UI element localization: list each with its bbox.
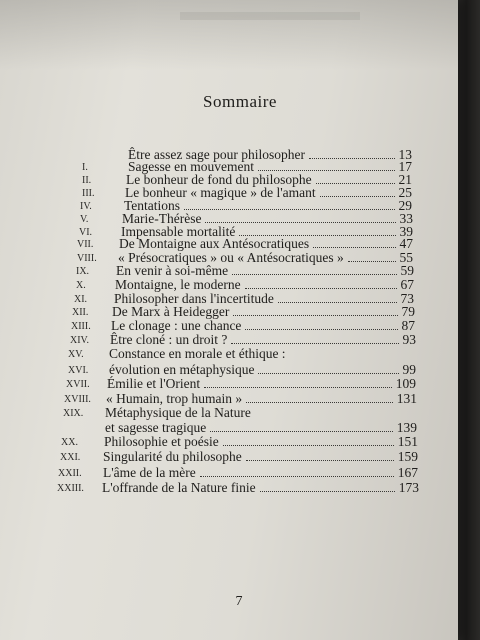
dot-leader: [258, 373, 398, 374]
chapter-page-number: 67: [400, 276, 414, 292]
chapter-page-number: 59: [400, 263, 414, 278]
dot-leader: [200, 476, 394, 477]
chapter-number: XXIII.: [57, 482, 84, 494]
chapter-title: Singularité du philosophe: [103, 449, 242, 465]
chapter-page-number: 73: [400, 290, 414, 306]
dot-leader: [313, 247, 395, 248]
dot-leader: [204, 387, 392, 388]
chapter-title: Constance en morale et éthique :: [109, 346, 286, 362]
toc-entry-line: [109, 346, 416, 362]
chapter-page-number: 21: [398, 172, 412, 188]
dot-leader: [258, 170, 395, 171]
chapter-number: XVIII.: [64, 393, 91, 405]
dot-leader: [278, 302, 397, 303]
chapter-number: XV.: [68, 349, 84, 361]
chapter-title: De Marx à Heidegger: [112, 304, 230, 320]
chapter-page-number: 159: [397, 449, 418, 465]
chapter-title: L'âme de la mère: [103, 464, 196, 480]
chapter-title: Impensable mortalité: [121, 223, 236, 239]
dot-leader: [246, 460, 394, 461]
dot-leader: [223, 445, 394, 446]
chapter-page-number: 109: [395, 376, 416, 392]
dot-leader: [205, 222, 395, 223]
chapter-number: XII.: [72, 307, 89, 319]
chapter-page-number: 167: [397, 464, 418, 480]
chapter-title: Le clonage : une chance: [111, 318, 242, 334]
dot-leader: [246, 402, 393, 403]
chapter-title: Métaphysique de la Nature: [105, 405, 251, 421]
chapter-number: VII.: [77, 239, 94, 251]
chapter-page-number: 55: [399, 249, 413, 265]
chapter-page-number: 39: [399, 223, 413, 239]
page-number: 7: [235, 594, 243, 609]
chapter-page-number: 93: [402, 331, 416, 347]
chapter-number: IV.: [80, 200, 92, 212]
chapter-number: XVI.: [68, 364, 89, 376]
chapter-number: X.: [76, 279, 86, 291]
chapter-title: Montaigne, le moderne: [115, 276, 241, 292]
toc-entry-line: [102, 480, 419, 496]
chapter-title: « Humain, trop humain »: [106, 390, 243, 406]
dot-leader: [348, 261, 396, 262]
toc-entry: [0, 465, 458, 481]
chapter-page-number: 79: [401, 304, 415, 320]
chapter-page-number: 151: [397, 434, 418, 450]
chapter-page-number: 29: [398, 197, 412, 213]
chapter-title: En venir à soi-même: [116, 263, 229, 278]
toc-entry: [0, 434, 458, 450]
page-title: Sommaire: [203, 92, 277, 111]
chapter-title: Le bonheur « magique » de l'amant: [125, 185, 316, 201]
chapter-title: évolution en métaphysique: [109, 361, 255, 377]
chapter-title: Le bonheur de fond du philosophe: [126, 172, 312, 188]
chapter-title: L'offrande de la Nature finie: [102, 479, 256, 495]
chapter-page-number: 173: [398, 479, 419, 495]
chapter-number: IX.: [76, 266, 90, 277]
chapter-title: Être assez sage pour philosopher: [128, 147, 305, 162]
chapter-page-number: 47: [399, 236, 413, 252]
toc-entry: [0, 449, 458, 465]
chapter-number: VIII.: [77, 252, 97, 264]
toc-entry: [0, 480, 458, 496]
dot-leader: [245, 329, 397, 330]
chapter-title: et sagesse tragique: [105, 419, 207, 435]
chapter-page-number: 99: [402, 361, 416, 377]
chapter-title: Être cloné : un droit ?: [110, 331, 228, 347]
dot-leader: [231, 343, 398, 344]
toc-entry: [0, 346, 458, 362]
chapter-page-number: 131: [396, 390, 417, 406]
dot-leader: [210, 431, 393, 432]
dot-leader: [233, 315, 397, 316]
chapter-page-number: 87: [401, 318, 415, 334]
chapter-page-number: 17: [398, 159, 412, 175]
chapter-number: XXI.: [60, 452, 81, 464]
chapter-number: V.: [80, 213, 89, 225]
chapter-title: Émilie et l'Orient: [107, 376, 201, 392]
chapter-title: Tentations: [124, 197, 181, 213]
chapter-number: XI.: [74, 293, 88, 305]
toc-entry-line: [103, 465, 418, 481]
chapter-number: XVII.: [66, 379, 90, 391]
dot-leader: [232, 274, 396, 275]
toc-entry-line: [103, 449, 418, 465]
chapter-title: « Présocratiques » ou « Antésocratiques »: [118, 249, 344, 265]
chapter-page-number: 33: [399, 210, 413, 226]
chapter-number: XXII.: [58, 467, 82, 479]
chapter-number: III.: [82, 188, 95, 200]
chapter-title: Philosophie et poésie: [104, 434, 219, 450]
chapter-number: I.: [82, 162, 88, 174]
dot-leader: [260, 491, 395, 492]
chapter-number: XIII.: [71, 321, 91, 333]
chapter-title: Marie-Thérèse: [122, 210, 202, 226]
chapter-number: XX.: [61, 437, 78, 449]
dot-leader: [316, 183, 395, 184]
chapter-page-number: 139: [396, 419, 417, 435]
chapter-title: De Montaigne aux Antésocratiques: [119, 236, 310, 252]
chapter-number: II.: [82, 175, 92, 187]
chapter-title: Philosopher dans l'incertitude: [114, 290, 274, 306]
chapter-page-number: 13: [398, 147, 412, 162]
chapter-number: XIX.: [63, 408, 84, 420]
chapter-page-number: 25: [398, 185, 412, 201]
chapter-number: VI.: [79, 226, 93, 238]
chapter-title: Sagesse en mouvement: [128, 159, 254, 175]
toc-entry-line: [104, 434, 418, 450]
dot-leader: [184, 209, 394, 210]
chapter-number: XIV.: [70, 334, 89, 346]
dot-leader: [245, 288, 397, 289]
